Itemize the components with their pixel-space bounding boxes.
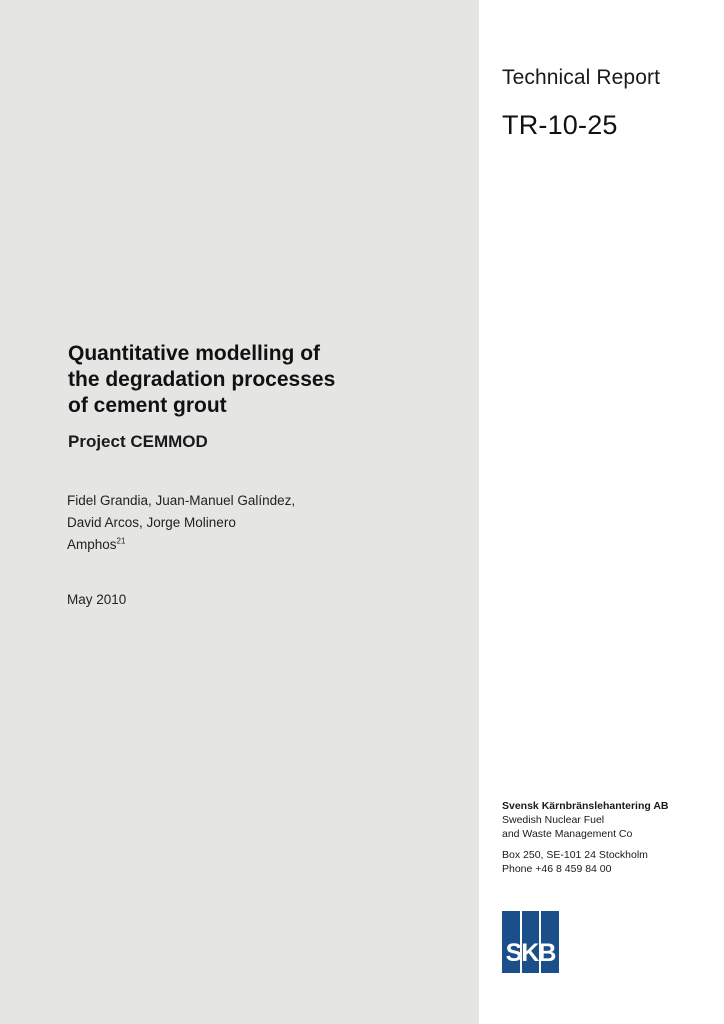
document-title-line: the degradation processes [68,368,336,391]
affiliation [67,534,295,556]
publisher-phone: Phone +46 8 459 84 00 [502,863,612,875]
publication-date: May 2010 [67,592,127,607]
skb-logo-svg [502,911,559,973]
report-type: Technical Report [502,66,661,89]
document-subtitle: Project CEMMOD [68,432,208,451]
affiliation-name: Amphos [67,537,117,552]
svg-text:SKB: SKB [505,939,556,967]
author-list [67,490,295,556]
publisher-name: Svensk Kärnbränslehantering AB [502,800,669,812]
publisher-address: Box 250, SE-101 24 Stockholm [502,849,648,861]
document-title-line: Quantitative modelling of [68,342,321,365]
author-line: Fidel Grandia, Juan-Manuel Galíndez, [67,493,296,508]
publisher-block [502,799,717,876]
document-title [68,341,448,419]
publisher-english-name: and Waste Management Co [502,828,633,840]
document-title-line: of cement grout [68,394,227,417]
affiliation-superscript: 21 [116,536,126,546]
publisher-spacer [502,841,717,848]
author-line: David Arcos, Jorge Molinero [67,515,236,530]
publisher-english-name: Swedish Nuclear Fuel [502,814,605,826]
report-number: TR-10-25 [502,110,618,140]
skb-logo-icon [502,911,559,973]
